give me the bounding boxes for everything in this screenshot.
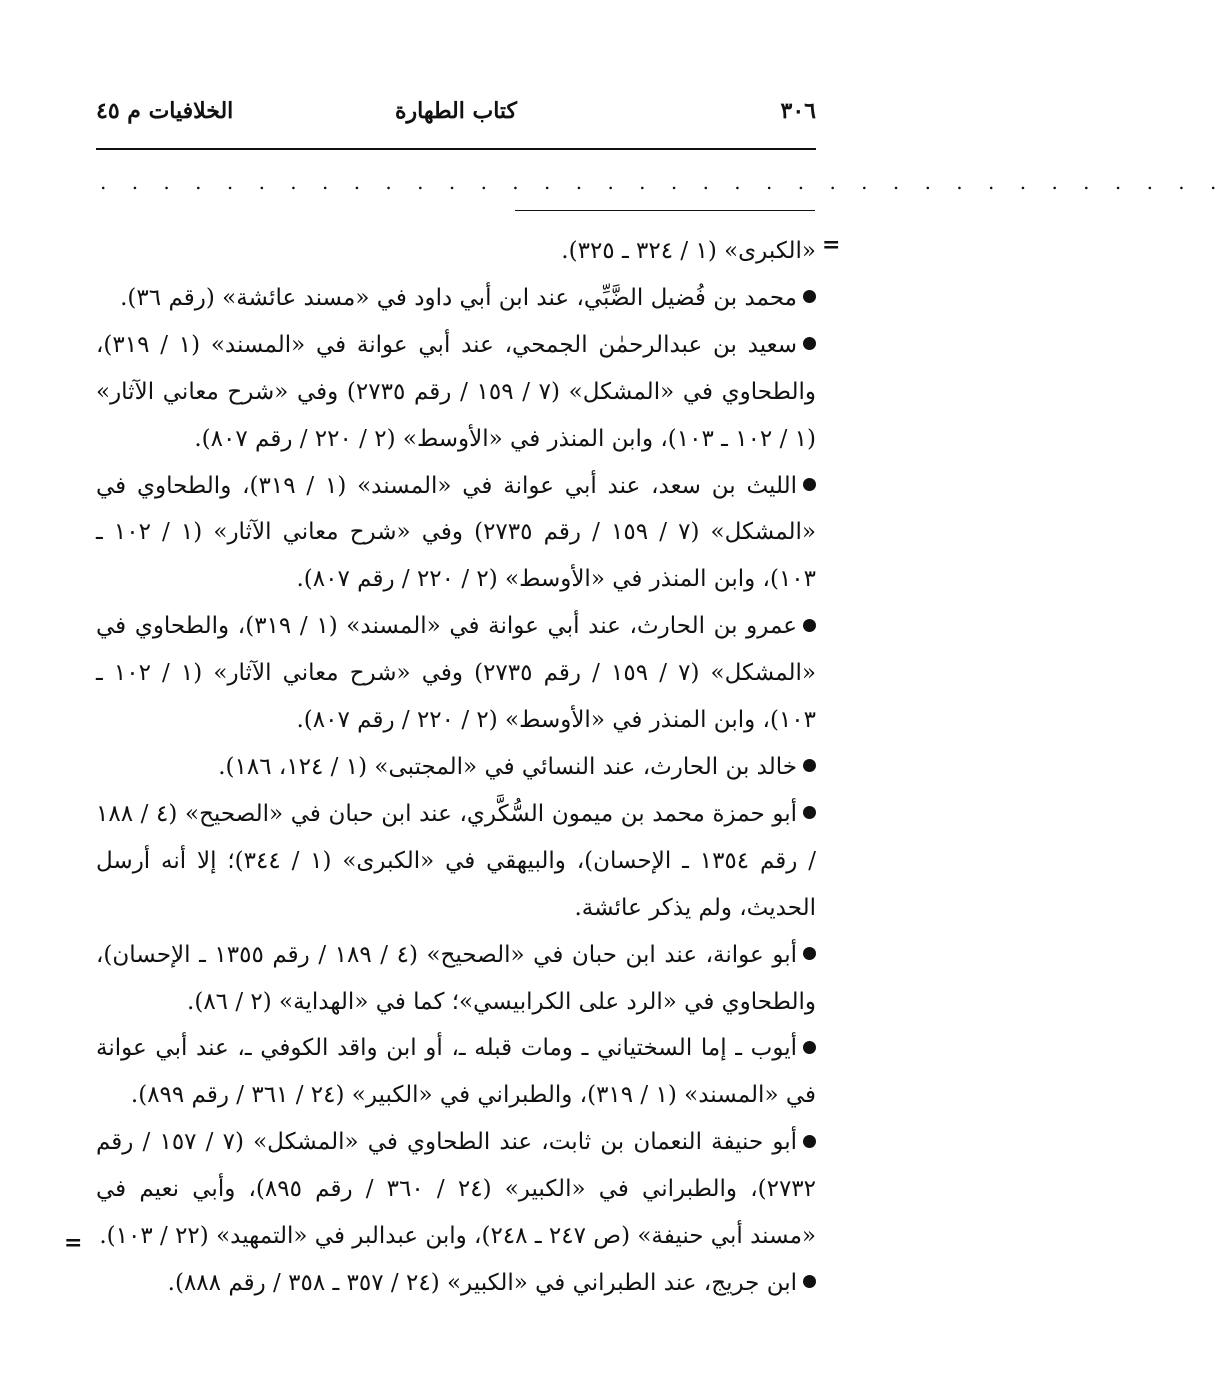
footnote-opening-line: «الكبرى» (١ / ٣٢٤ ـ ٣٢٥). <box>561 238 816 264</box>
bullet-icon <box>803 759 816 772</box>
footnote-entry <box>96 1260 816 1307</box>
bullet-icon <box>803 1135 816 1148</box>
footnote-entry <box>96 1025 816 1119</box>
footnote-entry <box>96 744 816 791</box>
footnote-entry <box>96 463 816 604</box>
bullet-icon <box>803 947 816 960</box>
omitted-text-dots: . . . . . . . . . . . . . . . . . . . . . . . . . . . . . . . . . . . . <box>100 170 1226 194</box>
bullet-icon <box>803 337 816 350</box>
entry-text: ابن جريج، عند الطبراني في «الكبير» (٢٤ / ٣٥٧ ـ ٣٥٨ / رقم ٨٨٨). <box>167 1269 797 1296</box>
entry-text: محمد بن فُضيل الضَّبِّي، عند ابن أبي داود في «مسند عائشة» (رقم ٣٦). <box>120 284 797 311</box>
continuation-mark-top: = <box>822 232 841 258</box>
footnote-entry <box>96 603 816 744</box>
bullet-icon <box>803 1041 816 1054</box>
header-rule <box>96 148 816 150</box>
bullet-icon <box>803 1275 816 1288</box>
footnote-entry <box>96 322 816 463</box>
continuation-mark-bottom: = <box>64 1230 83 1256</box>
running-title: الخلافيات م ٤٥ <box>96 98 234 124</box>
footnote-entry <box>96 932 816 1026</box>
footnote-entry <box>96 791 816 932</box>
entry-text: أبو حمزة محمد بن ميمون السُّكَّري، عند ابن حبان في «الصحيح» (٤ / ١٨٨ / رقم ١٣٥٤ ـ الإحسان)، والبيهقي في «الكبرى» (١ / ٣٤٤)؛ إلا أنه أرسل الحديث، ولم يذكر عائشة. <box>96 800 816 921</box>
entry-text: أبو حنيفة النعمان بن ثابت، عند الطحاوي في «المشكل» (٧ / ١٥٧ / رقم ٢٧٣٢)، والطبراني في «الكبير» (٢٤ / ٣٦٠ / رقم ٨٩٥)، وأبي نعيم في «مسند أبي حنيفة» (ص ٢٤٧ ـ ٢٤٨)، وابن عبدالبر في «التمهيد» (٢٢ / ١٠٣). <box>96 1129 817 1250</box>
footnote-body <box>96 228 816 1307</box>
footnote-separator-rule <box>515 210 815 211</box>
bullet-icon <box>803 619 816 632</box>
entry-text: أبو عوانة، عند ابن حبان في «الصحيح» (٤ / ١٨٩ / رقم ١٣٥٥ ـ الإحسان)، والطحاوي في «الرد على الكرابيسي»؛ كما في «الهداية» (٢ / ٨٦). <box>96 941 816 1015</box>
bullet-icon <box>803 290 816 303</box>
entry-text: سعيد بن عبدالرحمٰن الجمحي، عند أبي عوانة في «المسند» (١ / ٣١٩)، والطحاوي في «المشكل» (٧ / ١٥٩ / رقم ٢٧٣٥) وفي «شرح معاني الآثار» (١ / ١٠٢ ـ ١٠٣)، وابن المنذر في «الأوسط» (٢ / ٢٢٠ / رقم ٨٠٧). <box>96 331 816 452</box>
book-title: كتاب الطهارة <box>394 98 518 124</box>
footnote-entry <box>96 1119 816 1260</box>
entry-text: خالد بن الحارث، عند النسائي في «المجتبى» (١ / ١٢٤، ١٨٦). <box>218 753 797 780</box>
page-header <box>96 98 816 138</box>
bullet-icon <box>803 478 816 491</box>
footnote-entry <box>96 275 816 322</box>
page-number: ٣٠٦ <box>780 98 816 124</box>
bullet-icon <box>803 806 816 819</box>
entry-text: أيوب ـ إما السختياني ـ ومات قبله ـ، أو ابن واقد الكوفي ـ، عند أبي عوانة في «المسند» (١ / ٣١٩)، والطبراني في «الكبير» (٢٤ / ٣٦١ / رقم ٨٩٩). <box>96 1035 816 1109</box>
entry-text: الليث بن سعد، عند أبي عوانة في «المسند» (١ / ٣١٩)، والطحاوي في «المشكل» (٧ / ١٥٩ / رقم ٢٧٣٥) وفي «شرح معاني الآثار» (١ / ١٠٢ ـ ١٠٣)، وابن المنذر في «الأوسط» (٢ / ٢٢٠ / رقم ٨٠٧). <box>96 472 817 593</box>
entry-text: عمرو بن الحارث، عند أبي عوانة في «المسند» (١ / ٣١٩)، والطحاوي في «المشكل» (٧ / ١٥٩ / رقم ٢٧٣٥) وفي «شرح معاني الآثار» (١ / ١٠٢ ـ ١٠٣)، وابن المنذر في «الأوسط» (٢ / ٢٢٠ / رقم ٨٠٧). <box>96 613 817 734</box>
